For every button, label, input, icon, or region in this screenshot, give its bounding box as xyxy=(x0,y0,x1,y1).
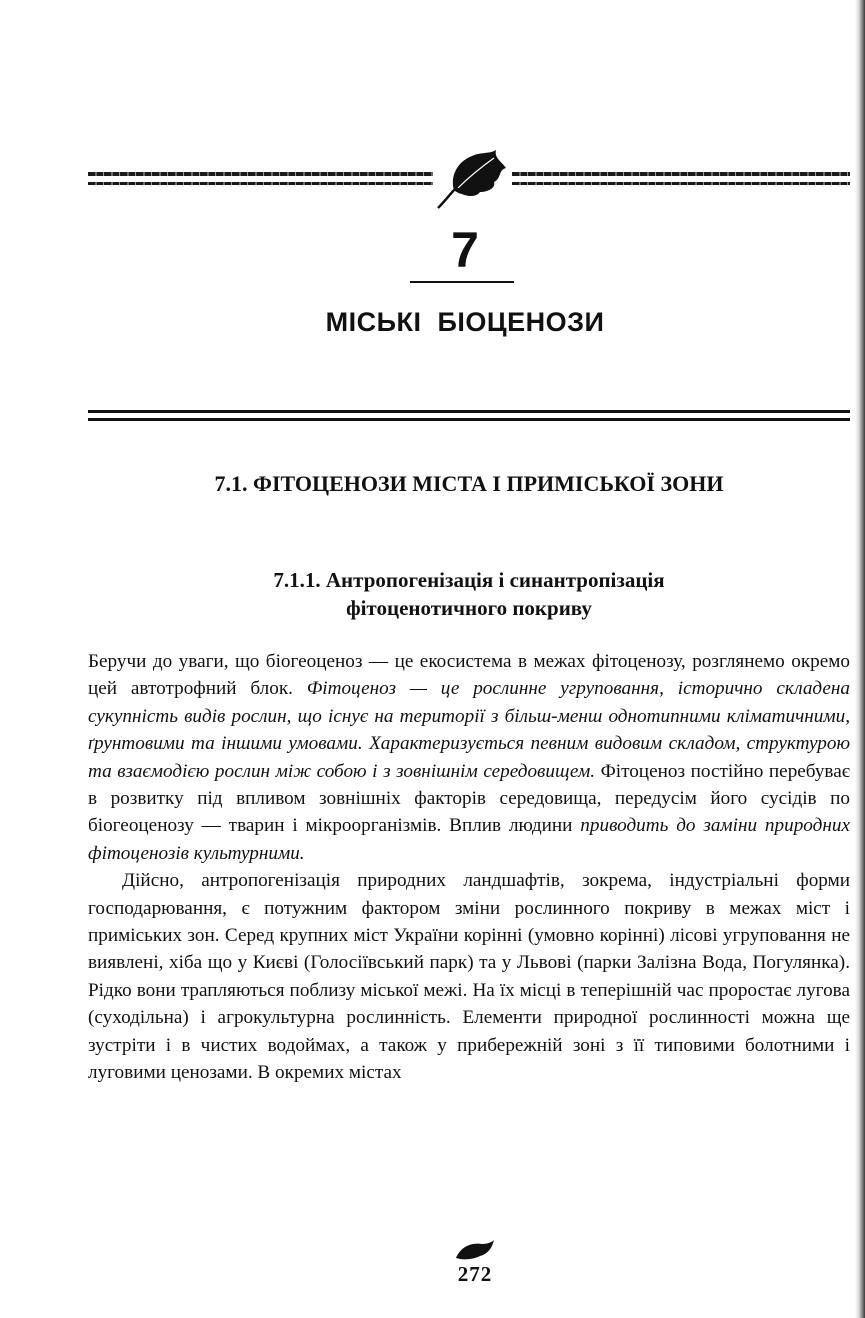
subsection-heading-line1: 7.1.1. Антропогенізація і синантропізація xyxy=(273,568,665,592)
paragraph-2: Дійсно, антропогенізація природних ландшафтів, зокрема, індустріальні форми господарювання, є потужним фактором зміни рослинного покриву в межах міст і приміських зон. Серед крупних міст України корінні (умовно корінні) лісові угруповання не виявлені, хіба що у Києві (Голосіївський парк) та у Львові (парки Залізна Вода, Погулянка). Рідко вони трапляються поблизу міської межі. На їх місці в теперішній час проростає лугова (суходільна) і агрокультурна рослинність. Елементи природної рослинності можна ще зустріти і в чистих водоймах, а також у прибережній зоні з її типовими болотними і луговими ценозами. В окремих містах xyxy=(88,870,850,1084)
paragraph-1 xyxy=(88,648,850,867)
scan-edge xyxy=(855,0,865,1318)
subsection-heading xyxy=(160,566,778,622)
divider-rule-bottom xyxy=(88,418,850,421)
leaf-mark-icon xyxy=(452,1240,496,1262)
fitocenoz-definition: Фітоценоз — це рослинне угруповання, історично складена сукупність видів рослин, що існує на території з більш-менш однотипними кліматичними, ґрунтовими та іншими умовами. Характеризується певним видовим складом, структурою та взаємодією рослин між собою і з зовнішнім середовищем. xyxy=(88,678,850,782)
chapter-title: МІСЬКІ БІОЦЕНОЗИ xyxy=(325,307,605,337)
ornament-rule-left xyxy=(88,168,433,190)
chapter-number: 7 xyxy=(451,222,479,278)
divider-rule-top xyxy=(88,410,850,413)
subsection-heading-line2: фітоценотичного покриву xyxy=(346,596,592,620)
paragraph-1-italic-conclusion: приводить до заміни природних фітоценозів культурними. xyxy=(88,815,850,864)
ornament-rule-right xyxy=(512,168,850,190)
section-heading: 7.1. ФІТОЦЕНОЗИ МІСТА І ПРИМІСЬКОЇ ЗОНИ xyxy=(214,471,724,496)
paragraph-1-text-b: Фітоценоз постійно перебуває в розвитку під впливом зовнішніх факторів середовища, передусім його сусідів по біогеоценозу — тварин і мікроорганізмів. Вплив людини xyxy=(88,760,850,837)
chapter-number-underline xyxy=(410,281,514,283)
paragraph-1-text-a: Беручи до уваги, що біогеоценоз — це екосистема в межах фітоценозу, розглянемо окремо цей автотрофний блок. xyxy=(88,651,850,700)
page-number: 272 xyxy=(457,1262,493,1286)
leaf-icon xyxy=(432,148,512,212)
body-text xyxy=(88,648,850,1087)
